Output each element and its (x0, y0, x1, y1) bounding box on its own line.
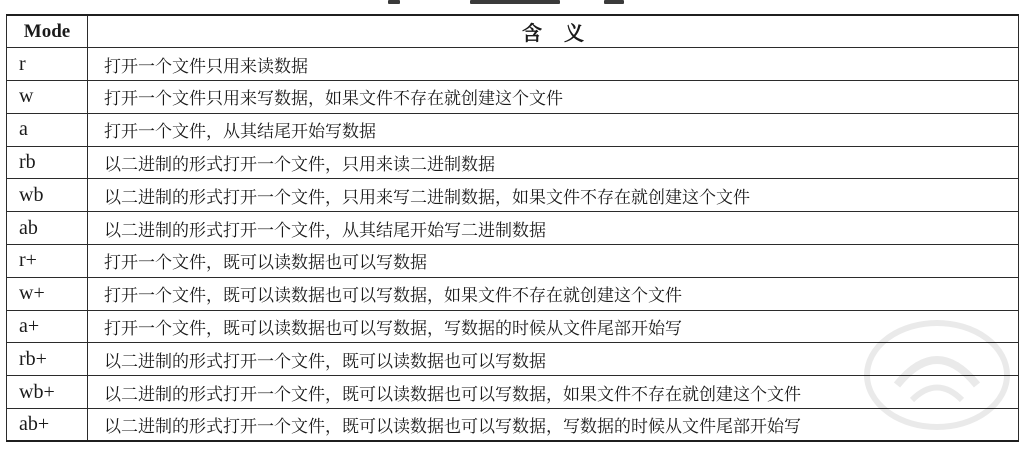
table-row (7, 409, 1019, 442)
mode-cell: ab+ (7, 409, 88, 442)
mode-cell: a (7, 113, 88, 146)
description-cell: 以二进制的形式打开一个文件，只用来读二进制数据 (88, 146, 1019, 179)
table-row (7, 245, 1019, 278)
table-row (7, 179, 1019, 212)
mode-cell: wb (7, 179, 88, 212)
table-row (7, 376, 1019, 409)
mode-cell: wb+ (7, 376, 88, 409)
table-row (7, 81, 1019, 114)
description-cell: 打开一个文件，从其结尾开始写数据 (88, 113, 1019, 146)
table-row (7, 48, 1019, 81)
table-row (7, 310, 1019, 343)
mode-cell: r+ (7, 245, 88, 278)
mode-cell: rb+ (7, 343, 88, 376)
description-cell: 打开一个文件，既可以读数据也可以写数据 (88, 245, 1019, 278)
table-row (7, 146, 1019, 179)
description-cell: 以二进制的形式打开一个文件，只用来写二进制数据，如果文件不存在就创建这个文件 (88, 179, 1019, 212)
mode-cell: ab (7, 212, 88, 245)
description-cell: 以二进制的形式打开一个文件，既可以读数据也可以写数据，写数据的时候从文件尾部开始写 (88, 409, 1019, 442)
table-row (7, 113, 1019, 146)
table-header-row (7, 15, 1019, 48)
file-mode-table (6, 14, 1019, 442)
cropped-caption-remnant (0, 0, 1024, 14)
description-cell: 打开一个文件只用来读数据 (88, 48, 1019, 81)
mode-cell: rb (7, 146, 88, 179)
column-header-mode: Mode (7, 15, 88, 48)
table-row (7, 212, 1019, 245)
description-cell: 打开一个文件只用来写数据，如果文件不存在就创建这个文件 (88, 81, 1019, 114)
mode-cell: w (7, 81, 88, 114)
mode-cell: w+ (7, 277, 88, 310)
description-cell: 打开一个文件，既可以读数据也可以写数据，如果文件不存在就创建这个文件 (88, 277, 1019, 310)
description-cell: 以二进制的形式打开一个文件，既可以读数据也可以写数据 (88, 343, 1019, 376)
description-cell: 以二进制的形式打开一个文件，既可以读数据也可以写数据，如果文件不存在就创建这个文件 (88, 376, 1019, 409)
mode-cell: r (7, 48, 88, 81)
description-cell: 以二进制的形式打开一个文件，从其结尾开始写二进制数据 (88, 212, 1019, 245)
table-row (7, 277, 1019, 310)
description-cell: 打开一个文件，既可以读数据也可以写数据，写数据的时候从文件尾部开始写 (88, 310, 1019, 343)
mode-cell: a+ (7, 310, 88, 343)
table-row (7, 343, 1019, 376)
column-header-meaning: 含义 (88, 15, 1019, 48)
